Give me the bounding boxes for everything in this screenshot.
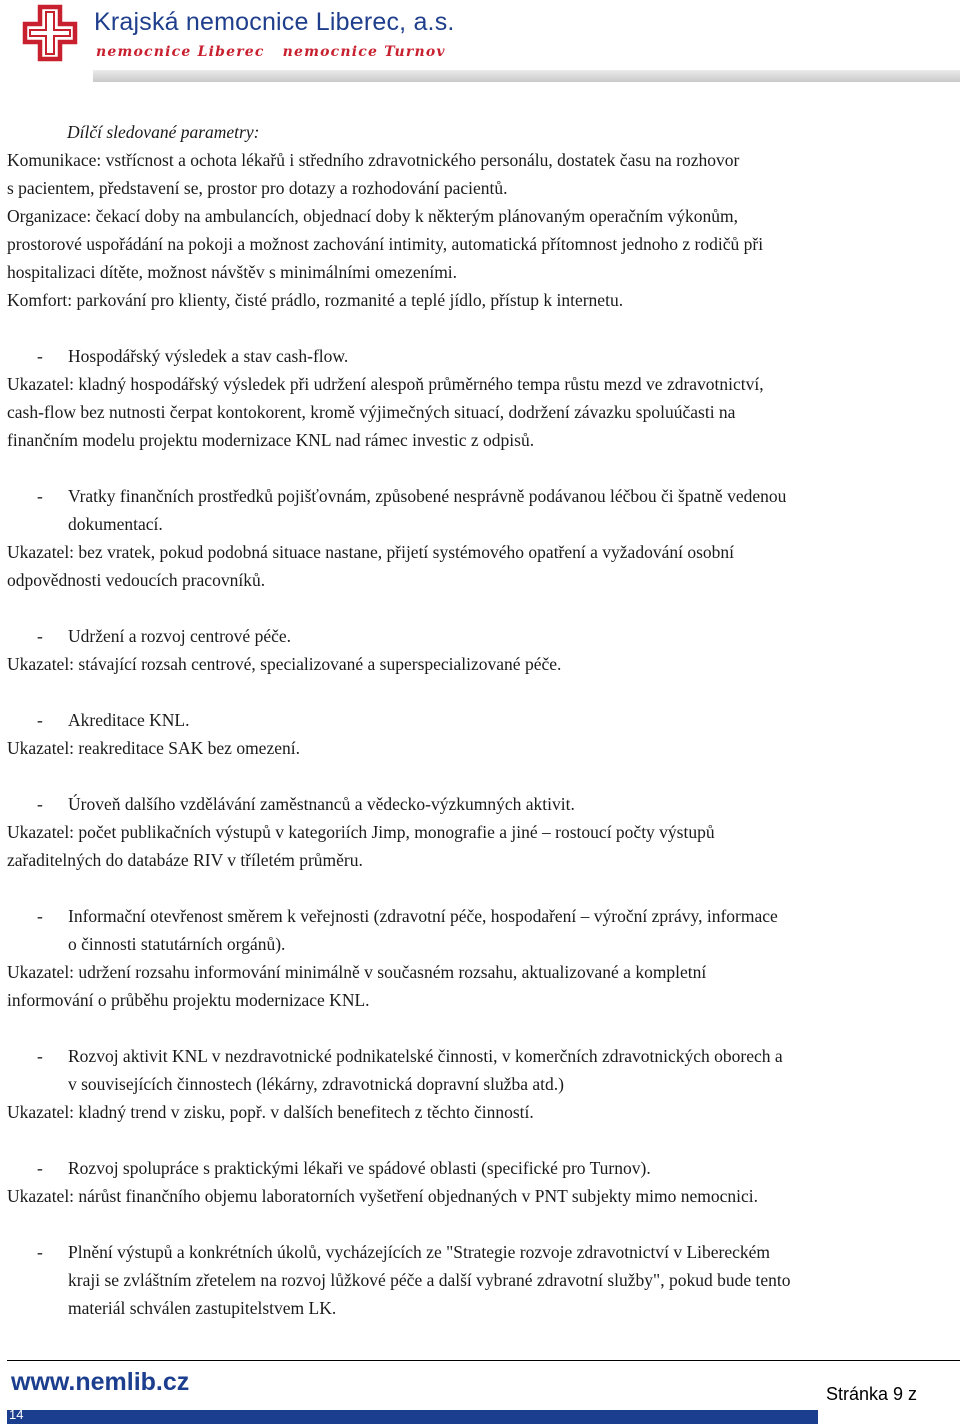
list-dash: - bbox=[37, 1242, 43, 1262]
list-item-text: Rozvoj aktivit KNL v nezdravotnické podnikatelské činnosti, v komerčních zdravotnických oborech a bbox=[68, 1046, 783, 1066]
list-item-text: Vratky finančních prostředků pojišťovnám, způsobené nesprávně podávanou léčbou či špatně vedenou bbox=[68, 486, 787, 506]
indicator-line: Ukazatel: kladný hospodářský výsledek při udržení alespoň průměrného tempa růstu mezd ve zdravotnictví, bbox=[7, 374, 764, 394]
list-dash: - bbox=[37, 710, 43, 730]
paragraph-line: Komfort: parkování pro klienty, čisté prádlo, rozmanité a teplé jídlo, přístup k internetu. bbox=[7, 290, 624, 310]
paragraph-line: hospitalizaci dítěte, možnost návštěv s minimálními omezeními. bbox=[7, 262, 458, 282]
paragraph-line: prostorové uspořádání na pokoji a možnost zachování intimity, automatická přítomnost jednoho z rodičů při bbox=[7, 234, 764, 254]
list-dash: - bbox=[37, 1046, 43, 1066]
list-item-header bbox=[7, 342, 955, 370]
hospital-brand-subtitle bbox=[96, 44, 446, 60]
list-dash: - bbox=[37, 1158, 43, 1178]
indicator-line: zařaditelných do databáze RIV v tříletém průměru. bbox=[7, 850, 363, 870]
list-item-header bbox=[7, 482, 955, 510]
list-dash: - bbox=[37, 906, 43, 926]
list-item-continuation: kraji se zvláštním zřetelem na rozvoj lůžkové péče a další vybrané zdravotní služby", pokud bude tento bbox=[68, 1270, 791, 1290]
list-item-text: Plnění výstupů a konkrétních úkolů, vycházejících ze "Strategie rozvoje zdravotnictví v Libereckém bbox=[68, 1242, 771, 1262]
list-item-header bbox=[7, 790, 955, 818]
list-item-header bbox=[7, 902, 955, 930]
paragraph-line: s pacientem, představení se, prostor pro dotazy a rozhodování pacientů. bbox=[7, 178, 508, 198]
hospital-brand-name: Krajská nemocnice Liberec, a.s. bbox=[94, 8, 455, 36]
footer-page-number: 14 bbox=[9, 1407, 24, 1422]
footer-divider bbox=[7, 1360, 960, 1361]
list-dash: - bbox=[37, 626, 43, 646]
list-item-header bbox=[7, 1042, 955, 1070]
paragraph-line: Komunikace: vstřícnost a ochota lékařů i středního zdravotnického personálu, dostatek času na rozhovor bbox=[7, 150, 740, 170]
indicator-line: Ukazatel: bez vratek, pokud podobná situace nastane, přijetí systémového opatření a vyžadování osobní bbox=[7, 542, 734, 562]
list-dash: - bbox=[37, 794, 43, 814]
indicator-line: informování o průběhu projektu modernizace KNL. bbox=[7, 990, 370, 1010]
document-footer bbox=[0, 1360, 960, 1427]
paragraph-line: Organizace: čekací doby na ambulancích, objednací doby k některým plánovaným operačním výkonům, bbox=[7, 206, 739, 226]
indicator-line: Ukazatel: reakreditace SAK bez omezení. bbox=[7, 738, 300, 758]
list-item-continuation: o činnosti statutárních orgánů). bbox=[68, 934, 286, 954]
document-header bbox=[0, 0, 960, 90]
list-item-header bbox=[7, 706, 955, 734]
indicator-line: Ukazatel: udržení rozsahu informování minimálně v současném rozsahu, aktualizované a kompletní bbox=[7, 962, 707, 982]
section-subtitle: Dílčí sledované parametry: bbox=[67, 122, 260, 142]
indicator-line: finančním modelu projektu modernizace KNL nad rámec investic z odpisů. bbox=[7, 430, 535, 450]
indicator-line: odpovědnosti vedoucích pracovníků. bbox=[7, 570, 266, 590]
list-item-continuation: dokumentací. bbox=[68, 514, 163, 534]
list-item-header bbox=[7, 622, 955, 650]
indicator-line: cash-flow bez nutnosti čerpat kontokorent, kromě výjimečných situací, dodržení závazku spoluúčasti na bbox=[7, 402, 736, 422]
list-item-header bbox=[7, 1238, 955, 1266]
footer-website-link[interactable]: www.nemlib.cz bbox=[11, 1368, 190, 1396]
brand-sub-turnov: nemocnice Turnov bbox=[282, 44, 446, 60]
list-item-text: Rozvoj spolupráce s praktickými lékaři ve spádové oblasti (specifické pro Turnov). bbox=[68, 1158, 651, 1178]
list-dash: - bbox=[37, 346, 43, 366]
hospital-cross-logo-icon bbox=[22, 4, 78, 62]
indicator-line: Ukazatel: stávající rozsah centrové, specializované a superspecializované péče. bbox=[7, 654, 562, 674]
brand-sub-liberec: nemocnice Liberec bbox=[96, 44, 265, 60]
list-item-continuation: materiál schválen zastupitelstvem LK. bbox=[68, 1298, 337, 1318]
list-item-continuation: v souvisejících činnostech (lékárny, zdravotnická dopravní služba atd.) bbox=[68, 1074, 564, 1094]
indicator-line: Ukazatel: počet publikačních výstupů v kategoriích Jimp, monografie a jiné – rostoucí počty výstupů bbox=[7, 822, 715, 842]
indicator-line: Ukazatel: nárůst finančního objemu laboratorních vyšetření objednaných v PNT subjekty mimo nemocnici. bbox=[7, 1186, 759, 1206]
indicator-line: Ukazatel: kladný trend v zisku, popř. v dalších benefitech z těchto činností. bbox=[7, 1102, 534, 1122]
list-item-text: Akreditace KNL. bbox=[68, 710, 190, 730]
list-item-header bbox=[7, 1154, 955, 1182]
list-item-text: Úroveň dalšího vzdělávání zaměstnanců a vědecko-výzkumných aktivit. bbox=[68, 794, 575, 814]
list-item-text: Udržení a rozvoj centrové péče. bbox=[68, 626, 292, 646]
list-item-text: Hospodářský výsledek a stav cash-flow. bbox=[68, 346, 349, 366]
footer-blue-bar bbox=[7, 1407, 817, 1424]
header-gradient-bar bbox=[93, 70, 960, 82]
footer-page-label: Stránka 9 z bbox=[826, 1384, 918, 1404]
document-body bbox=[7, 118, 955, 1322]
list-item-text: Informační otevřenost směrem k veřejnosti (zdravotní péče, hospodaření – výroční zprávy, informace bbox=[68, 906, 778, 926]
footer-bar-end bbox=[817, 1410, 960, 1424]
list-dash: - bbox=[37, 486, 43, 506]
